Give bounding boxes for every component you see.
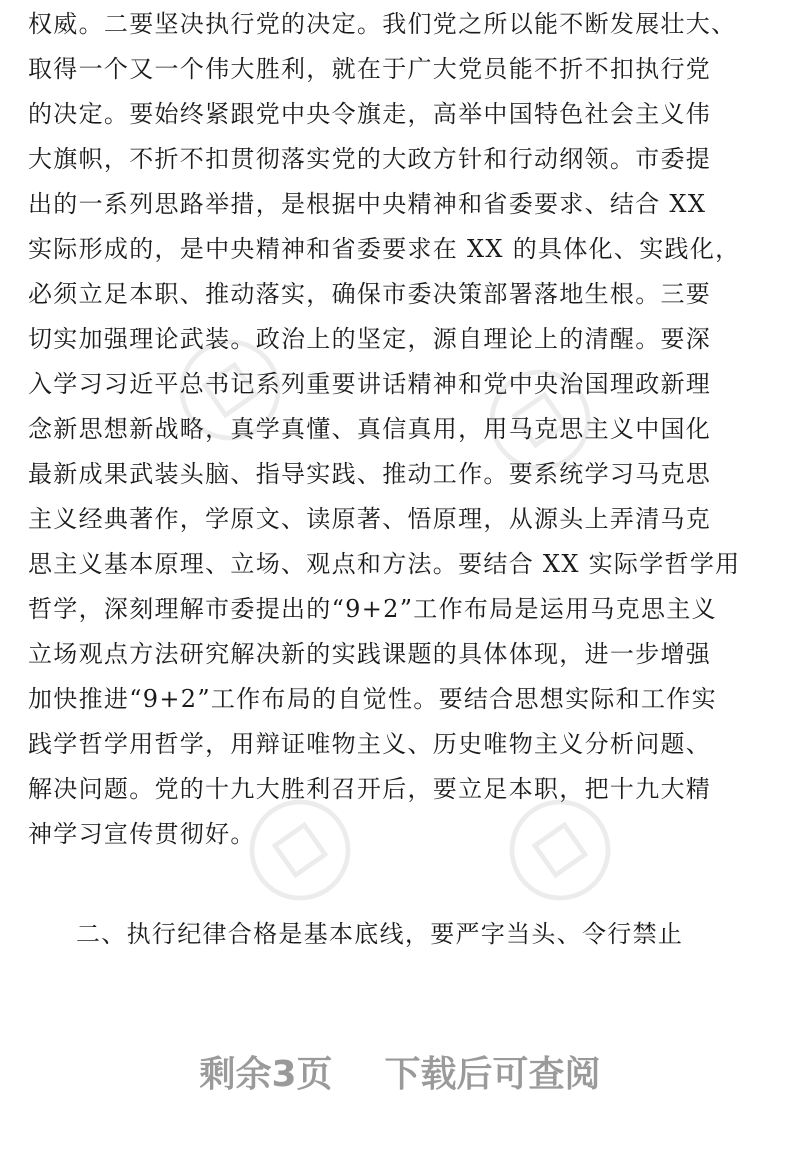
body-text-line: 思主义基本原理、立场、观点和方法。要结合 XX 实际学哲学用 (28, 550, 741, 578)
body-text-line: 的决定。要始终紧跟党中央令旗走，高举中国特色社会主义伟 (28, 100, 712, 128)
body-text-line: 取得一个又一个伟大胜利，就在于广大党员能不折不扣执行党 (28, 55, 712, 83)
body-text-line: 神学习宣传贯彻好。 (28, 820, 256, 848)
body-text-line: 切实加强理论武装。政治上的坚定，源自理论上的清醒。要深 (28, 325, 712, 353)
body-text-line: 主义经典著作，学原文、读原著、悟原理，从源头上弄清马克 (28, 505, 712, 533)
body-text-line: 出的一系列思路举措，是根据中央精神和省委要求、结合 XX (28, 190, 707, 218)
body-text-line: 践学哲学用哲学，用辩证唯物主义、历史唯物主义分析问题、 (28, 730, 712, 758)
download-prompt[interactable] (0, 1045, 800, 1105)
body-text-line: 入学习习近平总书记系列重要讲话精神和党中央治国理政新理 (28, 370, 712, 398)
body-text-line: 最新成果武装头脑、指导实践、推动工作。要系统学习马克思 (28, 460, 712, 488)
remaining-pages-label: 剩余3页 (199, 1054, 333, 1095)
body-text-line: 必须立足本职、推动落实，确保市委决策部署落地生根。三要 (28, 280, 712, 308)
body-text-line: 权威。二要坚决执行党的决定。我们党之所以能不断发展壮大、 (28, 10, 737, 38)
download-to-view-label: 下载后可查阅 (384, 1054, 601, 1095)
body-text-line: 念新思想新战略，真学真懂、真信真用，用马克思主义中国化 (28, 415, 712, 443)
section-heading: 二、执行纪律合格是基本底线，要严字当头、令行禁止 (76, 920, 684, 948)
body-text-line: 立场观点方法研究解决新的实践课题的具体体现，进一步增强 (28, 640, 712, 668)
body-text-line: 哲学，深刻理解市委提出的“9+2”工作布局是运用马克思主义 (28, 595, 717, 623)
body-text-line: 大旗帜，不折不扣贯彻落实党的大政方针和行动纲领。市委提 (28, 145, 712, 173)
body-text-line: 实际形成的，是中央精神和省委要求在 XX 的具体化、实践化， (28, 235, 741, 263)
body-text-line: 加快推进“9+2”工作布局的自觉性。要结合思想实际和工作实 (28, 685, 717, 713)
body-text-line: 解决问题。党的十九大胜利召开后，要立足本职，把十九大精 (28, 775, 712, 803)
